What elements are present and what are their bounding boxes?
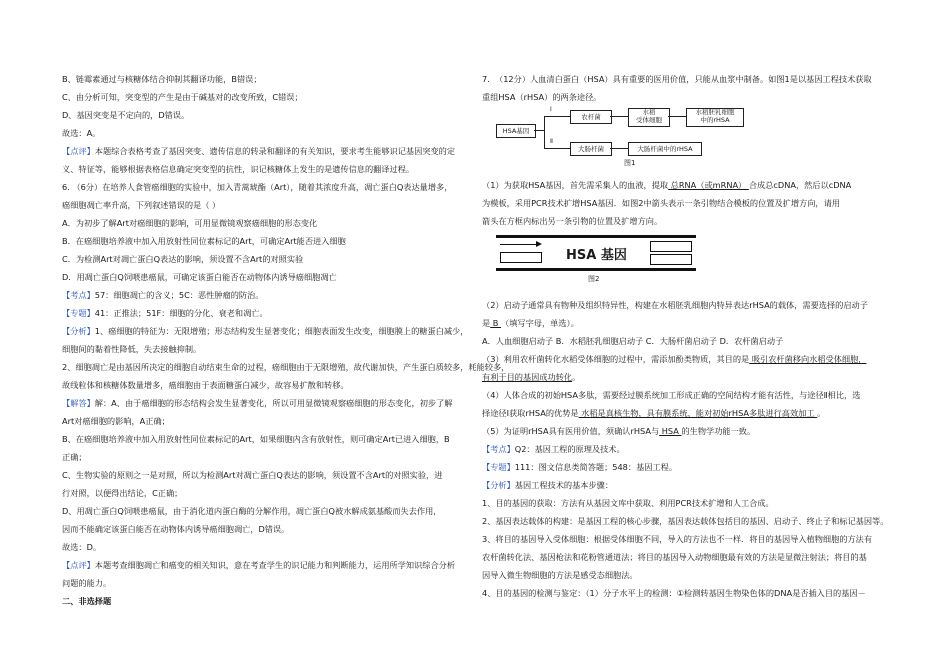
text-line: 正确； [62,452,87,462]
hsa-gene-label: HSA 基因 [566,248,627,263]
text-line: 1、目的基因的获取：方法有从基因文库中获取、利用PCR技术扩增和人工合成。 [482,498,774,508]
question-6-stem: 6. （6分）在培养人食管癌细胞的实验中，加入青蒿琥酯（Art），随着其浓度升高，凋亡蛋白Q表达量增多， [62,182,453,192]
text-line: 因而不能确定该蛋白能否在动物体内诱导癌细胞凋亡，D错误。 [62,524,290,534]
text-line: 细胞间的黏着性降低，失去接触抑制。 [62,344,202,354]
text-line: 因导入微生物细胞的方法是感受态细胞法。 [482,570,638,580]
dna-strand-top [496,235,696,238]
question-7-stem: 7. （12分）人血清白蛋白（HSA）具有重要的医用价值，只能从血浆中制备。如图1是以基因工程技术获取 [482,74,872,84]
text-line: 义、特征等，能够根据表格信息确定突变型的抗性，识记核糖体上发生的是遗传信息的翻译过程。 [62,164,415,174]
text-line: 2、细胞凋亡是由基因所决定的细胞自动结束生命的过程，癌细胞由于无限增殖，故代谢加快，产生蛋白质较多，耗能较多， [62,362,510,372]
answer-blank: 水稻是真核生物，具有膜系统，能对初始rHSA多肽进行高效加工 [578,408,818,418]
rice-rhsa-box: 水稻胚乳细胞 中的rHSA [686,108,744,127]
option-b: B．在癌细胞培养液中加入用放射性同位素标记的Art，可确定Art能否进入细胞 [62,236,346,246]
comment-line: 【点评】本题考查细胞凋亡和癌变的相关知识，意在考查学生的识记能力和判断能力，运用所学知识综合分析 [62,560,456,570]
text-line: 故线粒体和核糖体数量增多，癌细胞由于表面糖蛋白减少，故容易扩散和转移。 [62,380,349,390]
figure-1 [496,108,746,170]
text-line: B、链霉素通过与核糖体结合抑制其翻译功能，B错误； [62,74,262,84]
primer-box-left [500,252,542,263]
comment-line: 【点评】本题综合表格考查了基因突变、遗传信息的转录和翻译的有关知识，要求考生能够识记基因突变的定 [62,146,456,156]
figure-2-caption: 图2 [588,275,600,283]
text-line: （3）利用农杆菌转化水稻受体细胞的过程中，需添加酚类物质，其目的是 吸引农杆菌移向水稻受体细胞， [482,354,867,364]
text-line: D、用凋亡蛋白Q饲喂患癌鼠，由于消化道内蛋白酶的分解作用，凋亡蛋白Q被水解成氨基酸而失去作用， [62,506,442,516]
option-a: A．为初步了解Art对癌细胞的影响，可用显微镜观察癌细胞的形态变化 [62,218,318,228]
arrow [668,116,686,117]
text-line: 箭头在方框内标出另一条引物的位置及扩增方向。 [482,216,663,226]
text-line: A．人血细胞启动子 B．水稻胚乳细胞启动子 C．大肠杆菌启动子 D．农杆菌启动子 [482,336,784,346]
arrow-route-1 [544,116,570,117]
agrobacterium-box: 农杆菌 [570,110,612,124]
answer-blank: HSA [659,426,682,436]
arrow [610,116,628,117]
ecoli-box: 大肠杆菌 [570,142,612,156]
route-1-label: Ⅰ [550,106,552,113]
primer-box-right-bottom [650,254,692,265]
text-line: C、由分析可知，突变型的产生是由于碱基对的改变所致，C错误； [62,92,303,102]
text-line: 4、目的基因的检测与鉴定：（1）分子水平上的检测：①检测转基因生物染色体的DNA是否插入目的基因－ [482,588,866,598]
text-line: （4）人体合成的初始HSA多肽，需要经过膜系统加工形成正确的空间结构才能有活性，与途径Ⅱ相比，选 [482,390,861,400]
text-line: （5）为证明rHSA具有医用价值，须确认rHSA与 HSA 的生物学功能一致。 [482,426,756,436]
zhuanti-line: 【专题】41：正推法；51F：细胞的分化、衰老和凋亡。 [62,308,268,318]
text-line: （2）启动子通常具有物种及组织特异性，构建在水稻胚乳细胞内特异表达rHSA的载体，需要选择的启动子 [482,300,868,310]
ecoli-rhsa-box: 大肠杆菌中的rHSA [628,142,702,156]
route-2-label: Ⅱ [550,138,553,145]
text-line: 故选：D。 [62,542,102,552]
text-line: 为模板，采用PCR技术扩增HSA基因．如图2中箭头表示一条引物结合模板的位置及扩增方向，请用 [482,198,840,208]
answer-blank: 吸引农杆菌移向水稻受体细胞， [749,354,867,364]
rice-cell-box: 水稻 受体细胞 [628,108,670,127]
text-line: 故选：A。 [62,128,101,138]
answer-blank: 总RNA（或mRNA） [668,180,749,190]
text-line: D、基因突变是不定向的，D错误。 [62,110,190,120]
connector [534,130,544,131]
text-line: 农杆菌转化法、基因枪法和花粉管通道法；将目的基因导入动物细胞最有效的方法是显微注射法；将目的基 [482,552,867,562]
zhuanti-line: 【专题】111：图文信息类简答题；548：基因工程。 [482,462,678,472]
text-line: 癌细胞凋亡率升高，下列叙述错误的是（ ） [62,200,221,210]
figure-1-caption: 图1 [624,159,636,167]
dna-strand-bottom [496,268,696,271]
text-line: 重组HSA（rHSA）的两条途径。 [482,92,602,102]
arrow-route-2 [544,148,570,149]
jieda-line: 【解答】解：A、由于癌细胞的形态结构会发生显著变化，所以可用显微镜观察癌细胞的形态变化，初步了解 [62,398,453,408]
hsa-gene-box: HSA基因 [496,124,536,138]
text-line: （1）为获取HSA基因，首先需采集人的血液，提取 总RNA（或mRNA） 合成总cDNA，然后以cDNA [482,180,852,190]
arrow [610,148,628,149]
text-line: C、生物实验的原则之一是对照，所以为检测Art对凋亡蛋白Q表达的影响，须设置不含Art的对照实验，进 [62,470,443,480]
text-line: 问题的能力。 [62,578,112,588]
fenxi-line: 【分析】1、癌细胞的特征为：无限增殖；形态结构发生显著变化；细胞表面发生改变，细胞膜上的糖蛋白减少， [62,326,469,336]
figure-2 [496,232,696,282]
option-d: D．用凋亡蛋白Q饲喂患癌鼠，可确定该蛋白能否在动物体内诱导癌细胞凋亡 [62,272,337,282]
fenxi-line: 【分析】基因工程技术的基本步骤： [482,480,614,490]
text-line: 是 B （填写字母，单选）。 [482,318,579,328]
primer-box-right-top [650,241,692,252]
option-c: C．为检测Art对凋亡蛋白Q表达的影响，须设置不含Art的对照实验 [62,254,304,264]
text-line: 择途径Ⅰ获取rHSA的优势是 水稻是真核生物，具有膜系统，能对初始rHSA多肽进行高效加工 。 [482,408,826,418]
kaodian-line: 【考点】Q2：基因工程的原理及技术。 [482,444,625,454]
answer-blank: B [490,318,502,328]
arrowhead [536,241,542,247]
text-line: Art对癌细胞的影响，A正确； [62,416,170,426]
text-line: B、在癌细胞培养液中加入用放射性同位素标记的Art，如果细胞内含有放射性，则可确定Art已进入细胞，B [62,434,450,444]
text-line: 有利于目的基因成功转化。 [482,372,581,382]
text-line: 行对照，以便得出结论，C正确； [62,488,183,498]
text-line: 2、基因表达载体的构建：是基因工程的核心步骤，基因表达载体包括目的基因、启动子、终止子和标记基因等。 [482,516,889,526]
section-heading: 二、非选择题 [62,596,112,606]
text-line: 3、将目的基因导入受体细胞：根据受体细胞不同，导入的方法也不一样．将目的基因导入植物细胞的方法有 [482,534,873,544]
connector [544,116,545,148]
primer-arrow [500,244,540,245]
kaodian-line: 【考点】57：细胞凋亡的含义；5C：恶性肿瘤的防治。 [62,290,264,300]
